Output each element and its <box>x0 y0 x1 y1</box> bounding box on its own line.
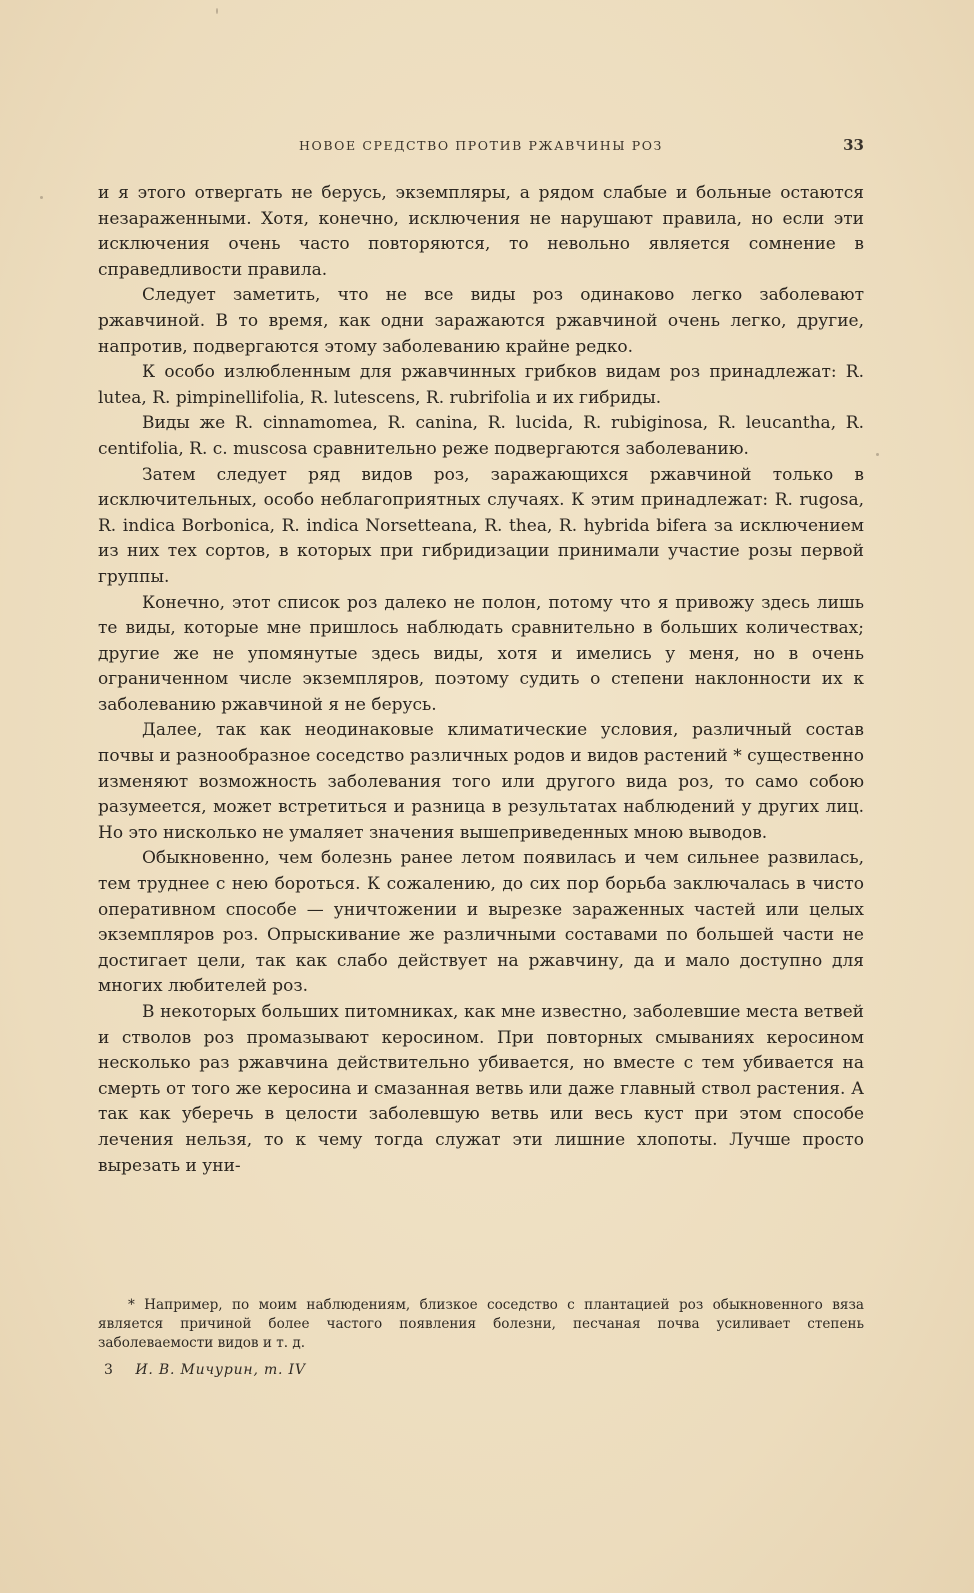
paragraph: В некоторых больших питомниках, как мне известно, заболевшие места ветвей и стволов роз промазывают керосином. При повторных смываниях керосином несколько раз ржавчина действительно убивается, но вместе с тем убивается на смерть от того же керосина и смазанная ветвь или даже главный ствол растения. А так как уберечь в целости заболевшую ветвь или весь куст при этом способе лечения нельзя, то к чему тогда служат эти лишние хлопоты. Лучше просто вырезать и уни- <box>98 1002 864 1176</box>
paragraph: Конечно, этот список роз далеко не полон, потому что я привожу здесь лишь те виды, которые мне пришлось наблюдать сравнительно в больших количествах; другие же не упомянутые здесь виды, хотя и имелись у меня, но в очень ограниченном числе экземпляров, поэтому судить о степени наклонности их к заболеванию ржавчиной я не берусь. <box>98 592 864 715</box>
main-text <box>98 181 864 1179</box>
page-header <box>98 138 864 162</box>
running-head: НОВОЕ СРЕДСТВО ПРОТИВ РЖАВЧИНЫ РОЗ <box>299 138 663 153</box>
signature-author: И. В. Мичурин, т. IV <box>135 1362 306 1378</box>
footnote: * Например, по моим наблюдениям, близкое соседство с плантацией роз обыкновенного вяза является причиной более частого появления болезни, песчаная почва усиливает степень заболеваемости видов и т. д. <box>98 1297 864 1351</box>
paragraph: К особо излюбленным для ржавчинных грибков видам роз принадлежат: R. lutea, R. pimpinellifolia, R. lutescens, R. rubrifolia и их гибриды. <box>98 362 864 408</box>
paragraph: Затем следует ряд видов роз, заражающихся ржавчиной только в исключительных, особо неблагоприятных случаях. К этим принадлежат: R. rugosa, R. indica Borbonica, R. indica Norsetteana, R. thea, R. hybrida bifera за исключением из них тех сортов, в которых при гибридизации принимали участие розы первой группы. <box>98 464 864 587</box>
paragraph: и я этого отвергать не берусь, экземпляры, а рядом слабые и больные остаются незараженными. Хотя, конечно, исключения не нарушают правила, но если эти исключения очень часто повторяются, то невольно является сомнение в справедливости правила. <box>98 183 864 280</box>
paper-speck <box>876 453 879 456</box>
sheet-number: 3 <box>104 1362 113 1378</box>
page-number: 33 <box>843 136 864 154</box>
paper-speck <box>216 8 218 14</box>
paragraph: Следует заметить, что не все виды роз одинаково легко заболевают ржавчиной. В то время, как одни заражаются ржавчиной очень легко, другие, напротив, подвергаются этому заболеванию крайне редко. <box>98 285 864 357</box>
printer-signature <box>104 1362 306 1378</box>
paragraph: Виды же R. cinnamomea, R. canina, R. lucida, R. rubiginosa, R. leucantha, R. centifolia, R. c. muscosa сравнительно реже подвергаются заболеванию. <box>98 413 864 459</box>
paragraph: Обыкновенно, чем болезнь ранее летом появилась и чем сильнее развилась, тем труднее с нею бороться. К сожалению, до сих пор борьба заключалась в чисто оперативном способе — уничтожении и вырезке зараженных частей или целых экземпляров роз. Опрыскивание же различными составами по большей части не достигает цели, так как слабо действует на ржавчину, да и мало доступно для многих любителей роз. <box>98 848 864 997</box>
paper-speck <box>40 196 43 199</box>
paragraph: Далее, так как неодинаковые климатические условия, различный состав почвы и разнообразное соседство различных родов и видов растений * существенно изменяют возможность заболевания того или другого вида роз, то само собою разумеется, может встретиться и разница в результатах наблюдений у других лиц. Но это нисколько не умаляет значения вышеприведенных мною выводов. <box>98 720 864 843</box>
